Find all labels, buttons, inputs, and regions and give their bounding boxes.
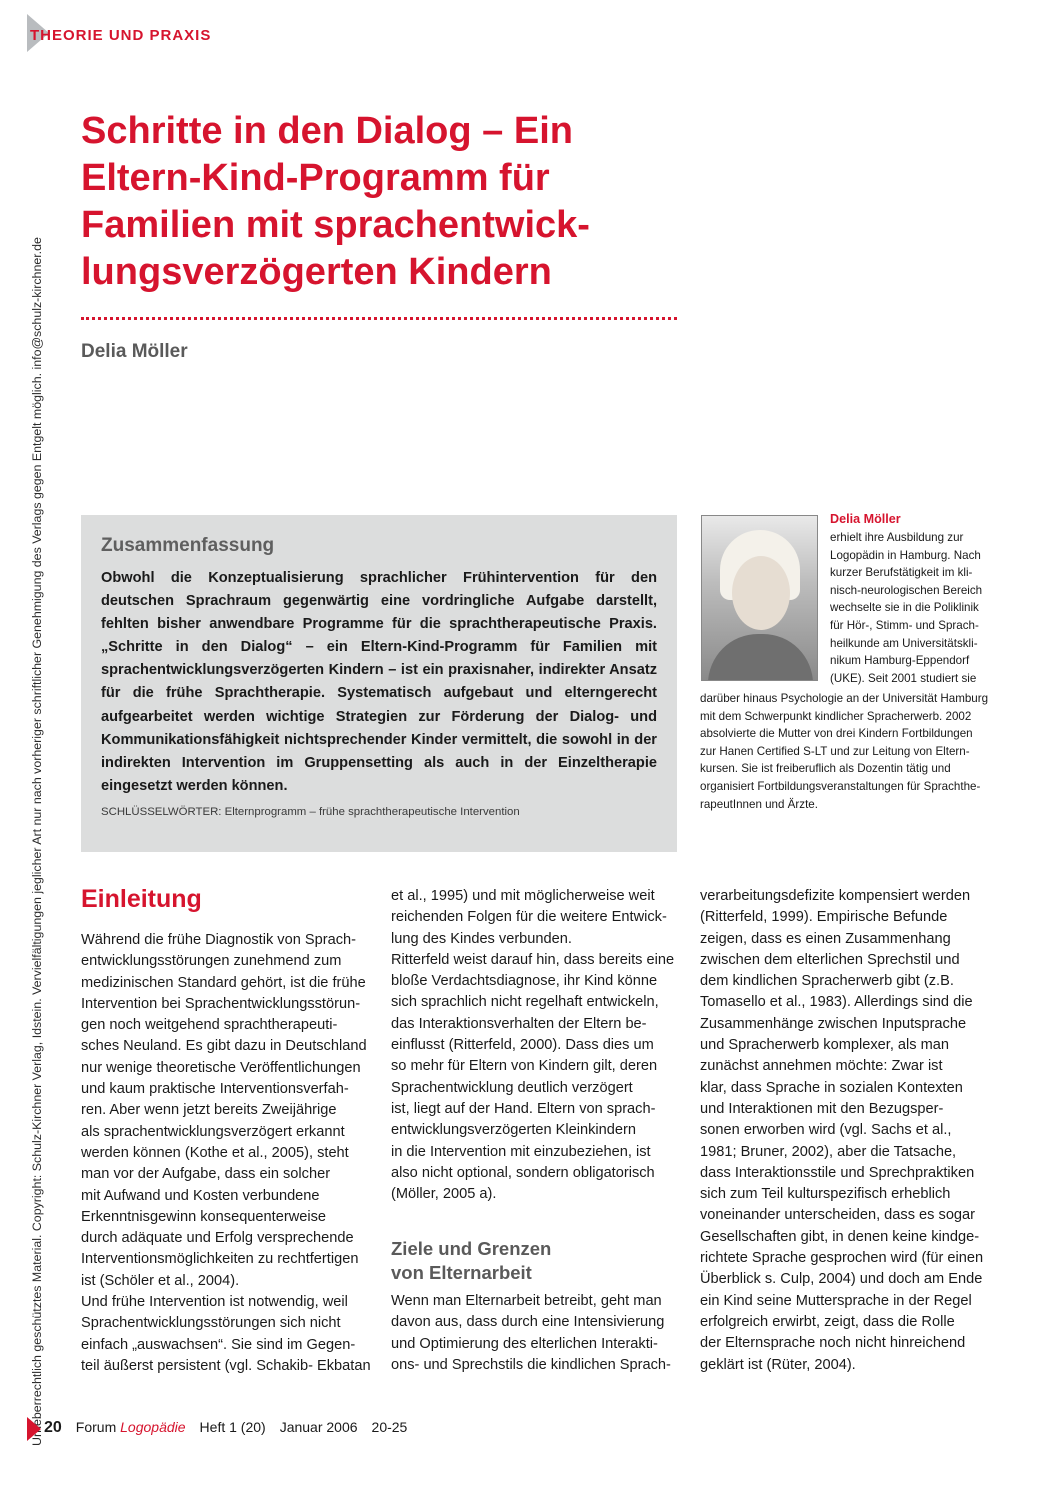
bio-full-text — [700, 690, 992, 813]
text-line: Gesellschaften gibt, in denen keine kindge- — [700, 1228, 980, 1245]
summary-text: Obwohl die Konzeptualisierung sprachlicher Frühintervention für den deutschen Sprachraum gegenwärtig eine vordringliche Aufgabe darstellt, fehlten bisher anwendbare Programme für die sprachtherapeutische Praxis. „Schritte in den Dialog“ – ein Eltern-Kind-Programm für Familien mit sprachentwicklungsverzögerten Kindern – ist ein praxisnaher, indirekter Ansatz für die frühe Sprachtherapie. Systematisch aufgebaut und elterngerecht aufgearbeitet werden wichtige Strategien zur Förderung der Dialog- und Kommunikationsfähigkeit nichtsprechender Kinder vermittelt, die sowohl in der indirekten Intervention im Gruppensetting als auch in der Einzeltherapie eingesetzt werden können. — [101, 570, 657, 794]
text-line: davon aus, dass durch eine Intensivierung — [391, 1314, 665, 1331]
text-line: kurzer Berufstätigkeit im kli- — [830, 566, 973, 580]
text-line: ist (Schöler et al., 2004). — [81, 1272, 240, 1289]
text-line: nikum Hamburg-Eppendorf — [830, 654, 970, 668]
text-line: so mehr für Eltern von Kindern gilt, deren — [391, 1058, 658, 1075]
section-label: THEORIE UND PRAXIS — [30, 27, 212, 44]
introduction-heading: Einleitung — [81, 885, 202, 913]
text-line: also nicht optional, sondern obligatorisch — [391, 1164, 655, 1181]
title-divider — [81, 317, 677, 320]
text-line: Während die frühe Diagnostik von Sprach- — [81, 932, 356, 948]
text-line: Interventionsmöglichkeiten zu rechtfertigen — [81, 1251, 359, 1268]
text-line: ist, liegt auf der Hand. Eltern von sprach- — [391, 1100, 656, 1117]
text-line: zur Hanen Certified S-LT und zur Leitung von Eltern- — [700, 744, 970, 758]
text-line: heilkunde am Universitätskli- — [830, 636, 978, 650]
text-line: wechselte sie in die Poliklinik — [830, 601, 979, 615]
text-line: Überblick s. Culp, 2004) und doch am Ende — [700, 1271, 983, 1288]
text-line: Erkenntnisgewinn konsequenterweise — [81, 1208, 327, 1225]
text-line: ons- und Sprechstils die kindlichen Sprach- — [391, 1356, 671, 1373]
text-line: verarbeitungsdefizite kompensiert werden — [700, 888, 971, 904]
text-line: entwicklungsverzögerten Kleinkindern — [391, 1122, 636, 1139]
body-column-2 — [391, 886, 679, 1205]
body-column-2-bottom — [391, 1291, 679, 1376]
text-line: nur wenige theoretische Veröffentlichungen — [81, 1059, 361, 1076]
text-line: richtete Sprache gesprochen wird (für einen — [700, 1250, 984, 1267]
text-line: bloße Verdachtsdiagnose, ihr Kind könne — [391, 973, 658, 990]
text-line: man vor der Aufgabe, dass ein solcher — [81, 1166, 331, 1183]
text-line: und Optimierung des elterlichen Interakti- — [391, 1335, 658, 1352]
text-line: darüber hinaus Psychologie an der Universität Hamburg — [700, 692, 989, 705]
bio-name: Delia Möller — [830, 512, 901, 526]
text-line: nisch-neurologischen Bereich — [830, 583, 983, 597]
text-line: Ritterfeld weist darauf hin, dass bereits eine — [391, 951, 675, 968]
text-line: einflusst (Ritterfeld, 2000). Dass dies um — [391, 1037, 654, 1054]
text-line: sich zum Teil kulturspezifisch erheblich — [700, 1186, 951, 1203]
text-line: et al., 1995) und mit möglicherweise weit — [391, 888, 655, 904]
text-line: geklärt ist (Rüter, 2004). — [700, 1356, 856, 1373]
text-line: zwischen dem elterlichen Sprechstil und — [700, 951, 960, 968]
text-line: gen noch weitgehend sprachtherapeuti- — [81, 1017, 338, 1034]
text-line: ein Kind seine Muttersprache in der Regel — [700, 1292, 972, 1309]
article-title: Schritte in den Dialog – Ein Eltern-Kind-Programm für Familien mit sprachentwick-lungsverzögerten Kindern — [81, 110, 590, 293]
text-line: und Spracherwerb komplexer, als man — [700, 1037, 950, 1054]
issue-date: Januar 2006 — [279, 1419, 358, 1435]
article-author: Delia Möller — [81, 341, 188, 362]
text-line: rapeutInnen und Ärzte. — [700, 797, 818, 811]
text-line: durch adäquate und Erfolg versprechende — [81, 1230, 354, 1247]
photo-shoulders — [708, 634, 813, 681]
text-line: Und frühe Intervention ist notwendig, weil — [81, 1294, 348, 1311]
text-line: sonen erworben wird (vgl. Sachs et al., — [700, 1122, 952, 1139]
text-line: reichenden Folgen für die weitere Entwick- — [391, 909, 667, 926]
text-line: mit Aufwand und Kosten verbundene — [81, 1187, 320, 1204]
text-line: kursen. Sie ist freiberuflich als Dozentin tätig und — [700, 762, 951, 776]
text-line: und kaum praktische Interventionsverfah- — [81, 1081, 349, 1098]
journal-prefix: Forum — [75, 1419, 121, 1435]
text-line: dass Interaktionsstile und Sprechpraktiken — [700, 1164, 975, 1181]
text-line: Tomasello et al., 1983). Allerdings sind die — [700, 994, 973, 1011]
text-line: zeigen, dass es einen Zusammenhang — [700, 930, 951, 947]
text-line: Logopädin in Hamburg. Nach — [830, 548, 981, 562]
text-line: zunächst annehmen möchte: Zwar ist — [700, 1058, 943, 1075]
text-line: sich sprachlich nicht regelhaft entwickeln, — [391, 994, 659, 1011]
text-line: Zusammenhänge zwischen Inputsprache — [700, 1015, 967, 1032]
page-range: 20-25 — [371, 1419, 408, 1435]
text-line: lung des Kindes verbunden. — [391, 930, 572, 947]
text-line: ren. Aber wenn jetzt bereits Zweijährige — [81, 1102, 337, 1119]
text-line: für Hör-, Stimm- und Sprach- — [830, 618, 979, 632]
text-line: teil äußerst persistent (vgl. Schakib- Ekbatan — [81, 1357, 371, 1374]
text-line: sches Neuland. Es gibt dazu in Deutschland — [81, 1038, 367, 1055]
text-line: Intervention bei Sprachentwicklungsstörun- — [81, 995, 361, 1012]
subheading-goals — [391, 1237, 551, 1285]
text-line: voneinander unterscheiden, dass es sogar — [700, 1207, 976, 1224]
text-line: 1981; Bruner, 2002), aber die Tatsache, — [700, 1143, 957, 1160]
text-line: erfolgreich erwirbt, zeigt, dass die Rolle — [700, 1313, 955, 1330]
bio-side-text — [830, 529, 990, 687]
summary-box — [81, 515, 677, 852]
text-line: klar, dass Sprache in sozialen Kontexten — [700, 1079, 963, 1096]
text-line: organisiert Fortbildungsveranstaltungen für Sprachthe- — [700, 779, 981, 793]
text-line: als sprachentwicklungsverzögert erkannt — [81, 1123, 345, 1140]
text-line: das Interaktionsverhalten der Eltern be- — [391, 1015, 647, 1032]
text-line: erhielt ihre Ausbildung zur — [830, 531, 964, 544]
text-line: (Möller, 2005 a). — [391, 1186, 497, 1203]
copyright-sidebar: Urheberrechtlich geschütztes Material. Copyright: Schulz-Kirchner Verlag, Idstein. Vervielfältigungen jeglicher Art nur nach vorheriger schriftlicher Genehmigung des Verlags gegen Entgelt möglich. info@schulz-kirchner.de — [30, 237, 44, 1446]
text-line: mit dem Schwerpunkt kindlicher Spracherwerb. 2002 — [700, 709, 972, 723]
text-line: werden können (Kothe et al., 2005), steht — [81, 1144, 349, 1161]
body-column-1 — [81, 930, 369, 1377]
corner-triangle-bottom — [27, 1417, 41, 1441]
body-column-3 — [700, 886, 988, 1376]
issue: Heft 1 (20) — [199, 1419, 266, 1435]
summary-heading: Zusammenfassung — [101, 535, 275, 556]
page-number: 20 — [44, 1419, 62, 1436]
journal-accent: Logopädie — [120, 1419, 186, 1435]
text-line: (UKE). Seit 2001 studiert sie — [830, 671, 977, 685]
text-line: einfach „auswachsen“. Sie sind im Gegen- — [81, 1336, 356, 1353]
page-footer — [44, 1419, 407, 1437]
text-line: Wenn man Elternarbeit betreibt, geht man — [391, 1293, 662, 1309]
text-line: dem kindlichen Spracherwerb gibt (z.B. — [700, 973, 954, 990]
text-line: Sprachentwicklung deutlich verzögert — [391, 1079, 633, 1096]
subheading-line-1: Ziele und Grenzen — [391, 1238, 552, 1259]
text-line: in die Intervention mit einzubeziehen, ist — [391, 1143, 651, 1160]
text-line: absolvierte die Mutter von drei Kindern Fortbildungen — [700, 727, 973, 741]
keywords: SCHLÜSSELWÖRTER: Elternprogramm – frühe sprachtherapeutische Intervention — [101, 805, 520, 818]
text-line: Sprachentwicklungsstörungen sich nicht — [81, 1315, 341, 1332]
text-line: und Interaktionen mit den Bezugsper- — [700, 1100, 944, 1117]
author-photo — [701, 515, 818, 681]
text-line: medizinischen Standard gehört, ist die frühe — [81, 974, 366, 991]
text-line: entwicklungsstörungen zunehmend zum — [81, 953, 342, 970]
text-line: (Ritterfeld, 1999). Empirische Befunde — [700, 909, 948, 926]
text-line: der Elternsprache noch nicht hinreichend — [700, 1335, 966, 1352]
photo-face — [732, 556, 790, 630]
subheading-line-2: von Elternarbeit — [391, 1262, 532, 1283]
